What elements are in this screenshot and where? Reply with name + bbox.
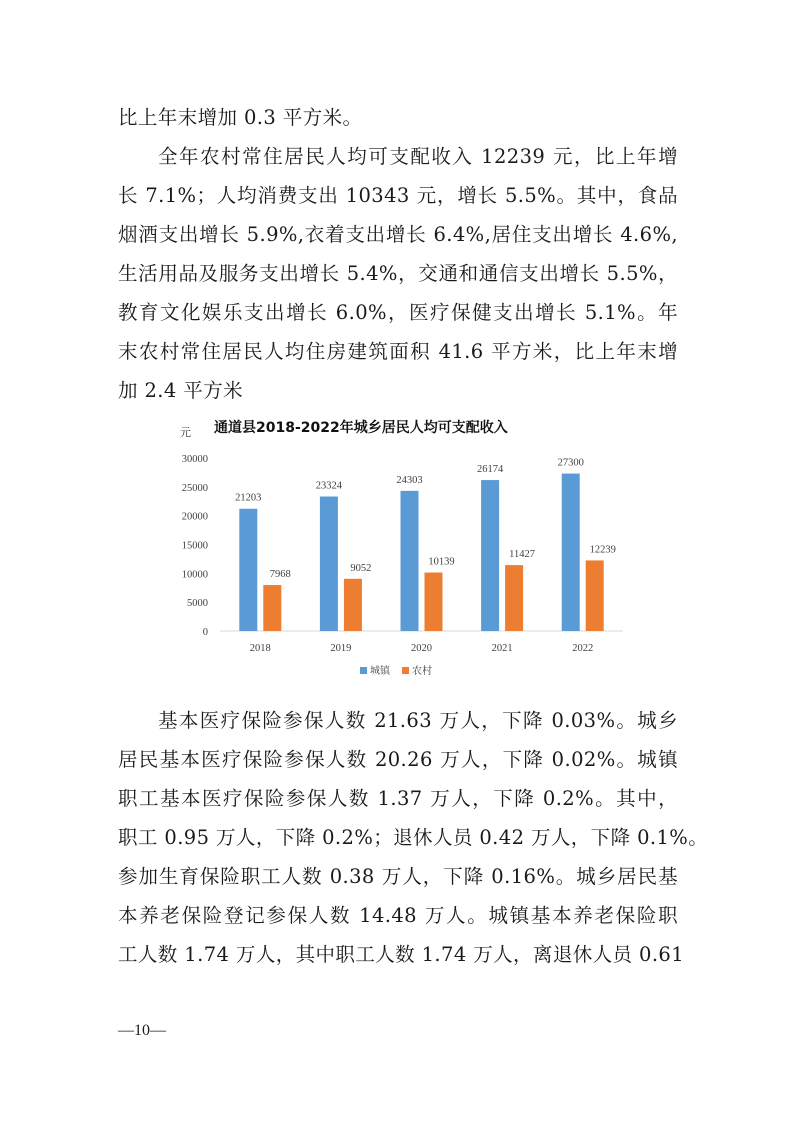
text-line: 长 7.1%；人均消费支出 10343 元，增长 5.5%。其中，食品	[118, 184, 678, 207]
bar-urban	[239, 509, 257, 631]
paragraph-insurance	[118, 701, 709, 974]
bar-rural	[586, 560, 604, 631]
bar-value-label: 23324	[315, 480, 343, 492]
text-line: 加 2.4 平方米	[118, 379, 244, 402]
x-tick-label: 2021	[491, 643, 513, 654]
text-line: 居民基本医疗保险参保人数 20.26 万人，下降 0.02%。城镇	[118, 748, 678, 771]
bar-urban	[320, 496, 338, 631]
bar-urban	[481, 480, 499, 631]
paragraph-top	[118, 98, 678, 137]
chart-title: 通道县2018-2022年城乡居民人均可支配收入	[214, 420, 508, 436]
bar-value-label: 10139	[428, 556, 455, 568]
text-line: 职工 0.95 万人，下降 0.2%；退休人员 0.42 万人，下降 0.1%。	[118, 826, 709, 849]
y-tick-label: 30000	[181, 454, 208, 465]
bar-value-label: 9052	[350, 562, 372, 574]
x-tick-label: 2022	[572, 643, 594, 654]
x-tick-label: 2018	[249, 643, 271, 654]
legend-label: 城镇	[370, 666, 390, 677]
legend-swatch-urban	[360, 667, 367, 674]
text-line: 教育文化娱乐支出增长 6.0%，医疗保健支出增长 5.1%。年	[118, 301, 678, 324]
paragraph-rural-income	[118, 137, 678, 410]
x-tick-label: 2019	[330, 643, 352, 654]
bar-value-label: 26174	[476, 464, 504, 476]
bar-urban	[562, 474, 580, 631]
bar-rural	[263, 585, 281, 631]
income-chart	[160, 406, 640, 696]
y-tick-label: 5000	[187, 598, 208, 610]
x-tick-label: 2020	[411, 643, 432, 654]
y-tick-label: 0	[202, 627, 208, 638]
text-line: 生活用品及服务支出增长 5.4%，交通和通信支出增长 5.5%，	[118, 262, 678, 285]
bar-value-label: 21203	[235, 492, 262, 504]
text-line: 末农村常住居民人均住房建筑面积 41.6 平方米，比上年末增	[118, 340, 678, 363]
y-axis-unit-label: 元	[180, 426, 191, 439]
legend-label: 农村	[412, 666, 432, 677]
income-bar-chart-svg	[160, 406, 640, 696]
y-tick-label: 25000	[181, 482, 208, 494]
y-tick-label: 20000	[181, 511, 208, 523]
bar-value-label: 7968	[269, 569, 291, 581]
bar-rural	[344, 579, 362, 631]
bar-value-label: 24303	[396, 474, 423, 486]
bar-urban	[401, 491, 419, 631]
text-line: 参加生育保险职工人数 0.38 万人，下降 0.16%。城乡居民基	[118, 865, 678, 888]
legend-swatch-rural	[402, 667, 409, 674]
y-tick-label: 15000	[181, 540, 208, 552]
text-line: 本养老保险登记参保人数 14.48 万人。城镇基本养老保险职	[118, 904, 678, 927]
text-line: 工人数 1.74 万人，其中职工人数 1.74 万人，离退休人员 0.61	[118, 943, 685, 966]
bar-value-label: 12239	[589, 544, 616, 556]
bar-value-label: 27300	[557, 457, 584, 469]
text-line: 基本医疗保险参保人数 21.63 万人，下降 0.03%。城乡	[158, 709, 678, 732]
text-line: 比上年末增加 0.3 平方米。	[118, 106, 363, 129]
text-line: 全年农村常住居民人均可支配收入 12239 元，比上年增	[158, 145, 678, 168]
bar-value-label: 11427	[509, 549, 536, 561]
y-tick-label: 10000	[181, 569, 208, 581]
bar-rural	[425, 573, 443, 631]
page-number: —10—	[118, 1022, 166, 1039]
text-line: 职工基本医疗保险参保人数 1.37 万人，下降 0.2%。其中，	[118, 787, 678, 810]
text-line: 烟酒支出增长 5.9%,衣着支出增长 6.4%,居住支出增长 4.6%,	[118, 223, 678, 246]
bar-rural	[505, 565, 523, 631]
